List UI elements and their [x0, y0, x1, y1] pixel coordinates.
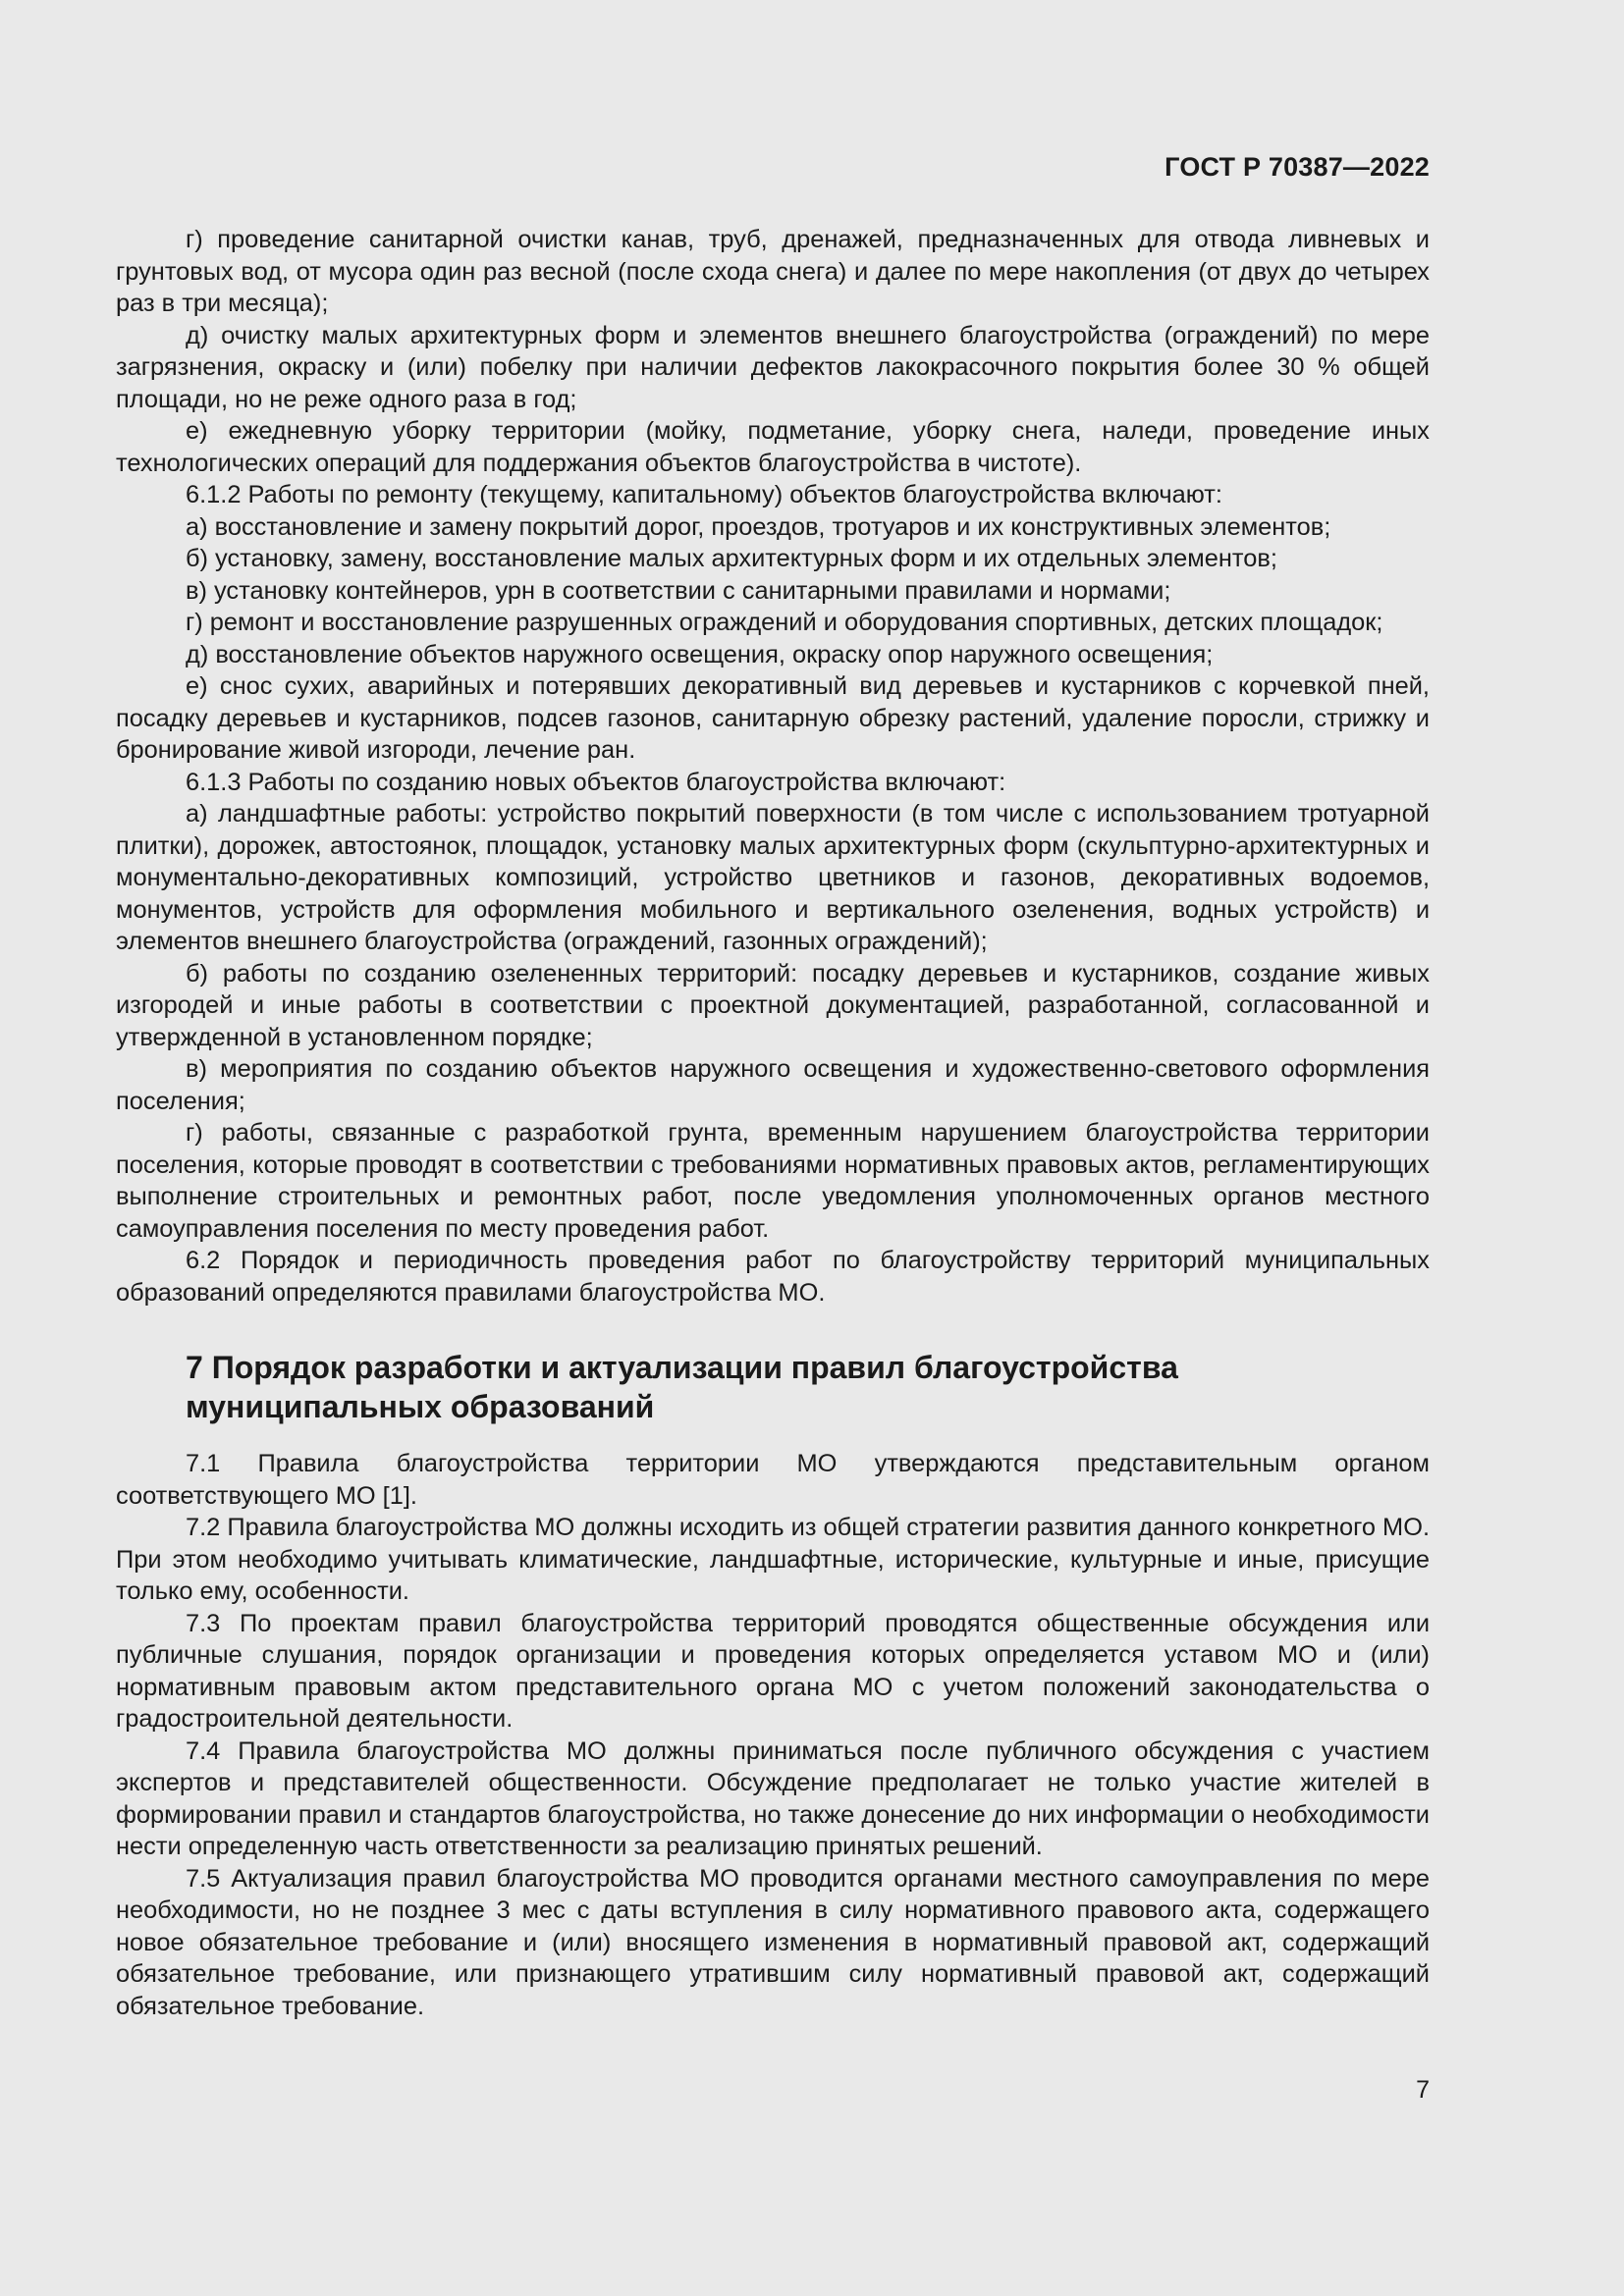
- paragraph: 7.5 Актуализация правил благоустройства МО проводится органами местного самоуправления по мере необходимости, но не позднее 3 мес с даты вступления в силу нормативного правового акта, содержащего новое обязательное требование и (или) вносящего изменения в нормативный правовой акт, содержащий обязательное требование, или признающего утратившим силу нормативный правовой акт, содержащий обязательное требование.: [116, 1864, 1430, 2020]
- paragraph: 6.1.3 Работы по созданию новых объектов благоустройства включают:: [186, 768, 1006, 796]
- paragraph: 6.1.2 Работы по ремонту (текущему, капитальному) объектов благоустройства включают:: [186, 481, 1222, 508]
- section-heading-line-1: 7 Порядок разработки и актуализации правил благоустройства: [186, 1350, 1178, 1385]
- page-number: 7: [1416, 2076, 1430, 2104]
- paragraph: 7.1 Правила благоустройства территории МО утверждаются представительным органом соответствующего МО [1].: [116, 1450, 1430, 1510]
- paragraph: б) работы по созданию озелененных территорий: посадку деревьев и кустарников, создание живых изгородей и иные работы в соответствии с проектной документацией, разработанной, согласованной и утвержденной в установленном порядке;: [116, 959, 1430, 1051]
- section-heading-line-2: муниципальных образований: [186, 1389, 655, 1424]
- paragraph: 6.2 Порядок и периодичность проведения работ по благоустройству территорий муниципальных образований определяются правилами благоустройства МО.: [116, 1247, 1430, 1307]
- document-code-header: ГОСТ Р 70387—2022: [1164, 152, 1430, 182]
- paragraph: 7.3 По проектам правил благоустройства территорий проводятся общественные обсуждения или публичные слушания, порядок организации и проведения которых определяется уставом МО и (или) нормативным правовым актом представительного органа МО с учетом положений законодательства о градостроительной деятельности.: [116, 1609, 1430, 1733]
- paragraph: а) восстановление и замену покрытий дорог, проездов, тротуаров и их конструктивных элементов;: [186, 512, 1331, 541]
- paragraph: г) ремонт и восстановление разрушенных ограждений и оборудования спортивных, детских площадок;: [186, 609, 1383, 636]
- paragraph: б) установку, замену, восстановление малых архитектурных форм и их отдельных элементов;: [186, 545, 1277, 572]
- paragraph: г) проведение санитарной очистки канав, труб, дренажей, предназначенных для отвода ливневых и грунтовых вод, от мусора один раз весной (после схода снега) и далее по мере накопления (от двух до четырех раз в три месяца);: [116, 226, 1430, 317]
- paragraph: в) мероприятия по созданию объектов наружного освещения и художественно-светового оформления поселения;: [116, 1055, 1430, 1115]
- paragraph: 7.4 Правила благоустройства МО должны приниматься после публичного обсуждения с участием экспертов и представителей общественности. Обсуждение предполагает не только участие жителей в формировании правил и стандартов благоустройства, но также донесение до них информации о необходимости нести определенную часть ответственности за реализацию принятых решений.: [116, 1736, 1430, 1860]
- paragraph: 7.2 Правила благоустройства МО должны исходить из общей стратегии развития данного конкретного МО. При этом необходимо учитывать климатические, ландшафтные, исторические, культурные и иные, присущие только ему, особенности.: [116, 1514, 1430, 1605]
- paragraph: е) снос сухих, аварийных и потерявших декоративный вид деревьев и кустарников с корчевкой пней, посадку деревьев и кустарников, подсев газонов, санитарную обрезку растений, удаление поросли, стрижку и бронирование живой изгороди, лечение ран.: [116, 672, 1430, 764]
- paragraph: е) ежедневную уборку территории (мойку, подметание, уборку снега, наледи, проведение иных технологических операций для поддержания объектов благоустройства в чистоте).: [116, 417, 1430, 477]
- paragraph: а) ландшафтные работы: устройство покрытий поверхности (в том числе с использованием тротуарной плитки), дорожек, автостоянок, площадок, установку малых архитектурных форм (скульптурно-архитектурных и монументально-декоративных композиций, устройство цветников и газонов, декоративных водоемов, монументов, устройств для оформления мобильного и вертикального озеленения, водных устройств) и элементов внешнего благоустройства (ограждений, газонных ограждений);: [116, 800, 1430, 955]
- paragraph: д) восстановление объектов наружного освещения, окраску опор наружного освещения;: [186, 640, 1214, 668]
- paragraph: д) очистку малых архитектурных форм и элементов внешнего благоустройства (ограждений) по мере загрязнения, окраску и (или) побелку при наличии дефектов лакокрасочного покрытия более 30 % общей площади, но не реже одного раза в год;: [116, 321, 1430, 413]
- paragraph: г) работы, связанные с разработкой грунта, временным нарушением благоустройства территории поселения, которые проводят в соответствии с требованиями нормативных правовых актов, регламентирующих выполнение строительных и ремонтных работ, после уведомления уполномоченных органов местного самоуправления поселения по месту проведения работ.: [116, 1119, 1430, 1243]
- document-body: [116, 224, 1430, 2022]
- section-7-heading: [186, 1348, 1430, 1426]
- paragraph: в) установку контейнеров, урн в соответствии с санитарными правилами и нормами;: [186, 576, 1171, 605]
